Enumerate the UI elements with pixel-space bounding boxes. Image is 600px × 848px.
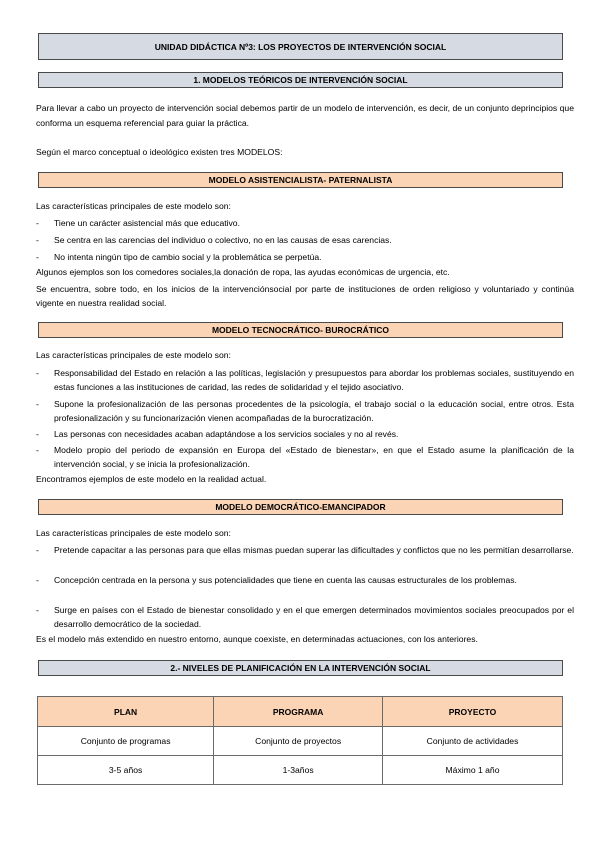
table-cell: 3-5 años bbox=[38, 756, 214, 785]
planning-levels-table bbox=[37, 696, 563, 785]
list-dash: - bbox=[36, 235, 39, 245]
table-header-cell: PROYECTO bbox=[383, 697, 563, 727]
list-item bbox=[36, 543, 574, 557]
model-3-lead: Las características principales de este modelo son: bbox=[36, 528, 231, 538]
list-dash: - bbox=[36, 445, 39, 455]
section-2-heading-text: 2.- NIVELES DE PLANIFICACIÓN EN LA INTERVENCIÓN SOCIAL bbox=[170, 663, 431, 673]
list-item bbox=[36, 573, 574, 587]
list-item bbox=[36, 233, 574, 247]
table-header-cell: PLAN bbox=[38, 697, 214, 727]
section-1-heading bbox=[38, 72, 563, 88]
model-2-examples: Encontramos ejemplos de este modelo en la realidad actual. bbox=[36, 474, 267, 484]
list-item bbox=[36, 397, 574, 425]
list-item-text: Las personas con necesidades acaban adaptándose a los servicios sociales y no al revés. bbox=[54, 429, 399, 439]
list-item bbox=[36, 443, 574, 471]
table-cell: Máximo 1 año bbox=[383, 756, 563, 785]
document-title bbox=[38, 33, 563, 60]
list-item-text: Tiene un carácter asistencial más que educativo. bbox=[54, 218, 240, 228]
list-dash: - bbox=[36, 605, 39, 615]
list-dash: - bbox=[36, 399, 39, 409]
model-1-heading bbox=[38, 172, 563, 188]
section-2-heading bbox=[38, 660, 563, 676]
list-item-text: Supone la profesionalización de las personas procedentes de la psicología, el trabajo social o la educación social, entre otros. Esta profesionalización y su funcionarización vienen acompañadas de la burocratización. bbox=[54, 399, 574, 423]
list-item-text: Pretende capacitar a las personas para que ellas mismas puedan superar las dificultades y conflictos que no les permitían desarrollarse. bbox=[54, 545, 574, 555]
table-header-cell: PROGRAMA bbox=[214, 697, 383, 727]
models-intro: Según el marco conceptual o ideológico existen tres MODELOS: bbox=[36, 147, 283, 157]
list-dash: - bbox=[36, 429, 39, 439]
list-item bbox=[36, 216, 574, 230]
document-title-text: UNIDAD DIDÁCTICA Nº3: LOS PROYECTOS DE INTERVENCIÓN SOCIAL bbox=[154, 41, 447, 52]
model-1-examples: Algunos ejemplos son los comedores sociales,la donación de ropa, las ayudas económicas de urgencia, etc. bbox=[36, 267, 450, 277]
table-cell: 1-3años bbox=[214, 756, 383, 785]
section-1-heading-text: 1. MODELOS TEÓRICOS DE INTERVENCIÓN SOCIAL bbox=[193, 75, 408, 85]
list-item bbox=[36, 366, 574, 394]
list-item-text: Responsabilidad del Estado en relación a las políticas, legislación y presupuestos para abordar los problemas sociales, sustituyendo en estas funciones a las instituciones de caridad, las redes de solidaridad y el tejido asociativo. bbox=[54, 368, 574, 392]
list-item bbox=[36, 603, 574, 631]
list-item-text: Surge en países con el Estado de bienestar consolidado y en el que emergen determinados movimientos sociales preocupados por el desarrollo democrático de la sociedad. bbox=[54, 605, 574, 629]
model-1-context: Se encuentra, sobre todo, en los inicios de la intervenciónsocial por parte de instituciones de orden religioso y voluntariado y continúa vigente en nuestra realidad social. bbox=[36, 284, 574, 308]
table-cell: Conjunto de actividades bbox=[383, 727, 563, 756]
list-item bbox=[36, 250, 574, 264]
list-item-text: Se centra en las carencias del individuo o colectivo, no en las causas de esas carencias. bbox=[54, 235, 392, 245]
list-dash: - bbox=[36, 575, 39, 585]
model-1-lead: Las características principales de este modelo son: bbox=[36, 201, 231, 211]
list-dash: - bbox=[36, 368, 39, 378]
model-2-heading bbox=[38, 322, 563, 338]
table-row bbox=[38, 756, 563, 785]
model-3-heading bbox=[38, 499, 563, 515]
model-2-lead: Las características principales de este modelo son: bbox=[36, 350, 231, 360]
table-cell: Conjunto de proyectos bbox=[214, 727, 383, 756]
section-1-intro: Para llevar a cabo un proyecto de intervención social debemos partir de un modelo de intervención, es decir, de un conjunto deprincipios que conforma un esquema referencial para guiar la práctica. bbox=[36, 103, 574, 128]
list-item-text: Concepción centrada en la persona y sus potencialidades que tiene en cuenta las causas estructurales de los problemas. bbox=[54, 575, 517, 585]
table-header-row bbox=[38, 697, 563, 727]
list-item-text: Modelo propio del periodo de expansión en Europa del «Estado de bienestar», en que el Estado asume la planificación de la intervención social, y se inicia la profesionalización. bbox=[54, 445, 574, 469]
list-dash: - bbox=[36, 218, 39, 228]
table-row bbox=[38, 727, 563, 756]
list-item-text: No intenta ningún tipo de cambio social y la problemática se perpetúa. bbox=[54, 252, 322, 262]
list-dash: - bbox=[36, 545, 39, 555]
list-item bbox=[36, 427, 574, 441]
model-3-closing: Es el modelo más extendido en nuestro entorno, aunque coexiste, en determinadas actuaciones, con los anteriores. bbox=[36, 634, 478, 644]
table-cell: Conjunto de programas bbox=[38, 727, 214, 756]
model-2-heading-text: MODELO TECNOCRÁTICO- BUROCRÁTICO bbox=[211, 325, 390, 335]
list-dash: - bbox=[36, 252, 39, 262]
model-1-heading-text: MODELO ASISTENCIALISTA- PATERNALISTA bbox=[208, 175, 393, 185]
model-3-heading-text: MODELO DEMOCRÁTICO-EMANCIPADOR bbox=[215, 502, 386, 512]
